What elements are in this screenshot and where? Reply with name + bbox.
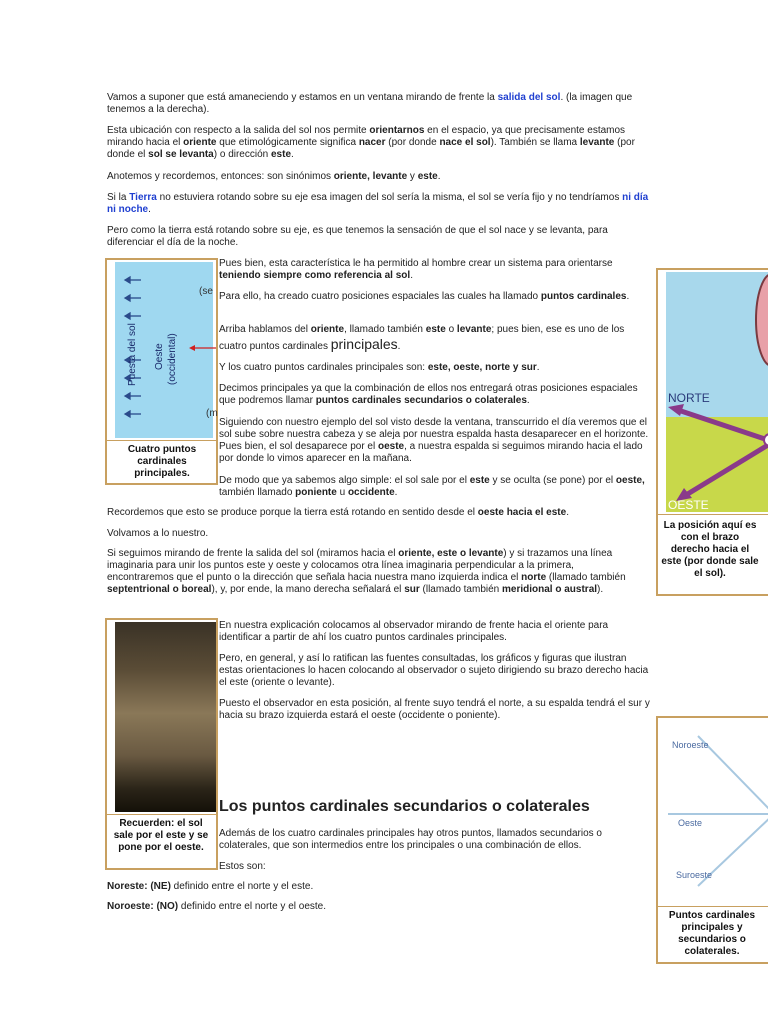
paragraph-16: En nuestra explicación colocamos al observador mirando de frente hacia el oriente para identificar a partir de ahí los cuatro puntos cardinales principales. (219, 620, 609, 643)
paragraph-12: De modo que ya sabemos algo simple: el sol sale por el este y se oculta (se pone) por el oeste, también llamado poniente u occidente. (219, 475, 645, 498)
definition-noreste: Noreste: (NE) definido entre el norte y el este. (107, 881, 314, 892)
caption-posicion-brazo: La posición aquí es con el brazo derecho hacia el este (por donde sale el sol). (661, 520, 759, 579)
paragraph-intro-3: Anotemos y recordemos, entonces: son sinónimos oriente, levante y este. (107, 171, 441, 182)
paragraph-20: Estos son: (219, 861, 266, 872)
paragraph-11: Siguiendo con nuestro ejemplo del sol visto desde la ventana, transcurrido el día veremos que el sol sube sobre nuestra cabeza y se aleja por nuestra espalda hasta desaparecer en el horizonte. Pues bien, el sol desaparece por el oeste, a nuestra espalda si seguimos mirando hacia el lado por donde lo vimos aparecer en la mañana. (219, 417, 649, 464)
paragraph-8: Arriba hablamos del oriente, llamado también este o levante; pues bien, ese es uno de los cuatro puntos cardinales principales. (219, 324, 625, 352)
sunset-photo (115, 622, 216, 812)
paragraph-intro-4: Si la Tierra no estuviera rotando sobre su eje esa imagen del sol sería la misma, el sol se vería fijo y no tendríamos ni día ni noche. (107, 192, 649, 215)
label-suroeste: Suroeste (676, 870, 713, 880)
label-oeste-fig2: OESTE (668, 498, 709, 512)
paragraph-9: Y los cuatro puntos cardinales principales son: este, oeste, norte y sur. (219, 362, 540, 373)
label-oeste-fig4: Oeste (678, 818, 703, 828)
label-norte: NORTE (668, 391, 710, 405)
figure-cuatro-puntos (105, 258, 218, 485)
section-heading-secundarios: Los puntos cardinales secundarios o colaterales (219, 798, 590, 815)
paragraph-10: Decimos principales ya que la combinación de ellos nos entregará otras posiciones espaciales que podremos llamar puntos cardinales secundarios o colaterales. (219, 383, 638, 406)
figure-posicion-brazo (656, 268, 768, 596)
link-tierra[interactable]: Tierra (129, 192, 157, 203)
paragraph-6: Pues bien, esta característica le ha permitido al hombre crear un sistema para orientarse teniendo siempre como referencia al sol. (219, 258, 613, 281)
caption-puntos-secundarios: Puntos cardinales principales y secundarios o colaterales. (668, 910, 756, 957)
paragraph-intro-2: Esta ubicación con respecto a la salida del sol nos permite orientarnos en el espacio, ya que precisamente estamos mirando hacia el oriente que etimológicamente significa nacer (por donde nace el sol). También se llama levante (por donde el sol se levanta) o dirección este. (107, 125, 635, 160)
label-puesta-del-sol: Puesta del sol (127, 323, 138, 386)
link-ni-dia-ni-noche[interactable]: ni día ni noche (107, 192, 649, 215)
paragraph-15: Si seguimos mirando de frente la salida del sol (miramos hacia el oriente, este o levante) y si trazamos una línea imaginaria para unir los puntos este y oeste y colocamos otra línea imaginaria perpendicular a la primera, encontraremos que el punto o la dirección que señala hacia nuestra mano izquierda indica el norte (llamado también septentrional o boreal), y, por ende, la mano derecha señalará el sur (llamado también meridional o austral). (107, 548, 626, 595)
caption-recuerden: Recuerden: el sol sale por el este y se pone por el oeste. (113, 818, 209, 853)
link-salida-del-sol[interactable]: salida del sol (497, 92, 561, 103)
label-noroeste: Noroeste (672, 740, 709, 750)
label-partial-bottom: (m (206, 408, 218, 419)
paragraph-18: Puesto el observador en esta posición, al frente suyo tendrá el norte, a su espalda tendrá el sur y hacia su brazo izquierda estará el oeste (occidente o poniente). (219, 698, 650, 721)
figure-puntos-secundarios (656, 716, 768, 964)
label-partial-top: (se (199, 286, 213, 297)
paragraph-17: Pero, en general, y así lo ratifican las fuentes consultadas, los gráficos y figuras que ilustran estas orientaciones lo hacen colocando al observador o sujeto dirigiendo su brazo derecho hacia el este (oriente o levante). (219, 653, 649, 688)
paragraph-7: Para ello, ha creado cuatro posiciones espaciales las cuales ha llamado puntos cardinales. (219, 291, 630, 302)
paragraph-13: Recordemos que esto se produce porque la tierra está rotando en sentido desde el oeste hacia el este. (107, 507, 569, 518)
label-oeste: Oeste (154, 343, 165, 370)
paragraph-19: Además de los cuatro cardinales principales hay otros puntos, llamados secundarios o colaterales, que son intermedios entre los principales o una combinación de ellos. (219, 828, 602, 851)
figure-recuerden (105, 618, 218, 870)
definition-noroeste: Noroeste: (NO) definido entre el norte y el oeste. (107, 901, 326, 912)
paragraph-14: Volvamos a lo nuestro. (107, 528, 209, 539)
caption-cuatro-puntos: Cuatro puntos cardinales principales. (127, 444, 197, 479)
paragraph-intro-5: Pero como la tierra está rotando sobre su eje, es que tenemos la sensación de que el sol nace y se levanta, para diferenciar el día de la noche. (107, 225, 608, 248)
label-occidental: (occidental) (167, 333, 178, 385)
paragraph-intro-1: Vamos a suponer que está amaneciendo y estamos en un ventana mirando de frente la salida del sol. (la imagen que tenemos a la derecha). (107, 92, 633, 115)
